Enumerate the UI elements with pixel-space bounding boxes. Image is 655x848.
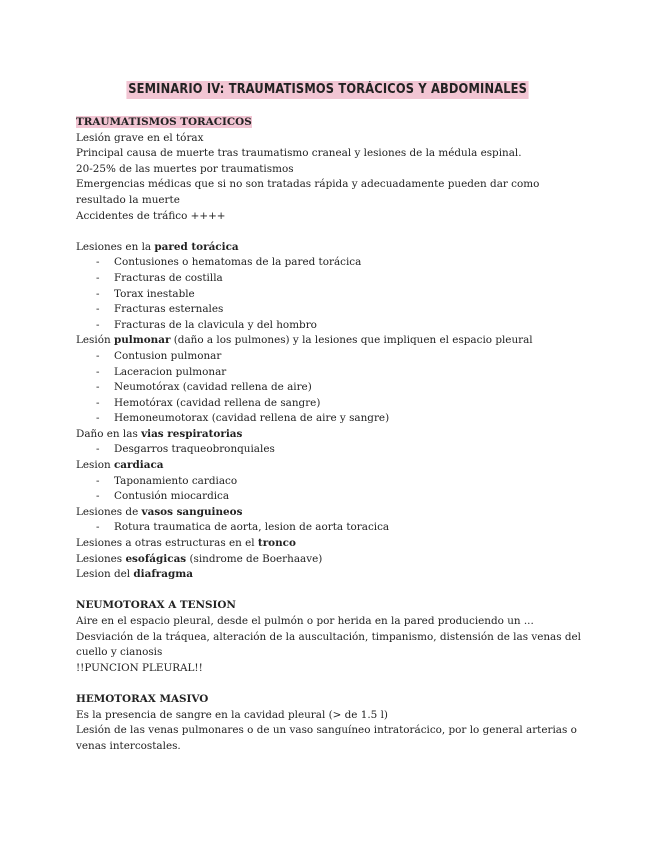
section-heading-hemotorax: HEMOTORAX MASIVO	[76, 692, 209, 705]
document-title: SEMINARIO IV: TRAUMATISMOS TORÁCICOS Y ABDOMINALES	[128, 82, 527, 97]
group-heading-vias: Daño en las vias respiratorias	[76, 427, 243, 440]
list-item: - Neumotórax (cavidad rellena de aire)	[96, 381, 312, 394]
line-tronco: Lesiones a otras estructuras en el tronco	[76, 537, 296, 550]
list-item: - Desgarros traqueobronquiales	[96, 443, 275, 456]
list-item: - Contusión miocardica	[96, 490, 230, 503]
list-item: - Fracturas esternales	[96, 303, 224, 316]
list-item: - Hemoneumotorax (cavidad rellena de aire y sangre)	[96, 412, 390, 425]
list-item: - Laceracion pulmonar	[96, 365, 227, 378]
paragraph: Desviación de la tráquea, alteración de la auscultación, timpanismo, distensión de las venas del cuello y cianosis	[76, 630, 582, 659]
paragraph: Es la presencia de sangre en la cavidad pleural (> de 1.5 l)	[76, 708, 388, 721]
section-heading-neumotorax: NEUMOTORAX A TENSION	[76, 599, 236, 612]
paragraph: Accidentes de tráfico ++++	[76, 209, 226, 222]
group-heading-pulmonar: Lesión pulmonar (daño a los pulmones) y la lesiones que impliquen el espacio pleural	[76, 334, 533, 347]
document-title-row	[0, 78, 655, 99]
paragraph: 20-25% de las muertes por traumatismos	[76, 162, 294, 175]
paragraph: Principal causa de muerte tras traumatismo craneal y lesiones de la médula espinal.	[76, 147, 522, 160]
list-item: - Rotura traumatica de aorta, lesion de aorta toracica	[96, 521, 390, 534]
list-item: - Fracturas de costilla	[96, 271, 223, 284]
list-item: - Taponamiento cardiaco	[96, 474, 238, 487]
line-esofagicas: Lesiones esofágicas (sindrome de Boerhaave)	[76, 552, 323, 565]
group-heading-pared: Lesiones en la pared torácica	[76, 240, 239, 253]
list-item: - Contusiones o hematomas de la pared torácica	[96, 256, 362, 269]
list-item: - Fracturas de la clavicula y del hombro	[96, 318, 317, 331]
group-heading-cardiaca: Lesion cardiaca	[76, 459, 164, 472]
paragraph: Lesión grave en el tórax	[76, 131, 204, 144]
line-diafragma: Lesion del diafragma	[76, 568, 194, 581]
list-item: - Contusion pulmonar	[96, 349, 222, 362]
group-heading-vasos: Lesiones de vasos sanguineos	[76, 505, 243, 518]
paragraph: Lesión de las venas pulmonares o de un vaso sanguíneo intratorácico, por lo general arterias o venas intercostales.	[76, 724, 577, 752]
paragraph: Emergencias médicas que si no son tratadas rápida y adecuadamente pueden dar como resultado la muerte	[76, 178, 540, 206]
list-item: - Torax inestable	[96, 287, 195, 300]
paragraph: !!PUNCION PLEURAL!!	[76, 661, 203, 674]
list-item: - Hemotórax (cavidad rellena de sangre)	[96, 396, 321, 409]
section-heading-traumatismos: TRAUMATISMOS TORACICOS	[76, 116, 252, 128]
paragraph: Aire en el espacio pleural, desde el pulmón o por herida en la pared produciendo un ...	[76, 615, 534, 627]
document-body	[76, 115, 586, 754]
